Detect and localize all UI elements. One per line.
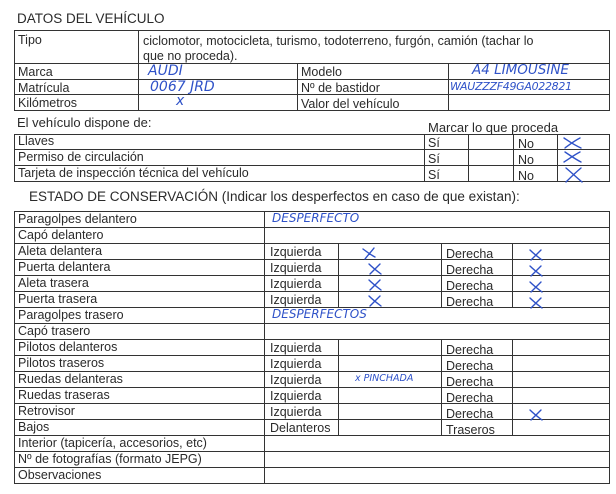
check-mark-icon	[563, 166, 585, 184]
matricula-value: 0067 JRD	[150, 79, 215, 95]
derecha-label: Derecha	[446, 295, 494, 309]
modelo-value: A4 LIMOUSINE	[472, 62, 569, 78]
row-label: Ruedas delanteras	[18, 372, 123, 386]
doc-row-llaves: Llaves	[18, 134, 55, 148]
cross-mark-icon	[527, 408, 545, 422]
delanteros-label: Delanteros	[270, 421, 331, 435]
marca-value: AUDI	[148, 63, 183, 79]
check-mark-icon	[562, 136, 584, 150]
row-label: Pilotos delanteros	[18, 340, 118, 354]
cross-mark-icon	[527, 280, 545, 294]
izquierda-label: Izquierda	[270, 389, 322, 403]
row-label: Puerta trasera	[18, 292, 98, 306]
row-label: Bajos	[18, 420, 50, 434]
doc-row-tarjeta: Tarjeta de inspección técnica del vehículo	[18, 166, 249, 180]
si-label: Sí	[428, 152, 440, 166]
row-label: Puerta delantera	[18, 260, 111, 274]
marca-label: Marca	[18, 65, 53, 79]
note-paragolpes-trasero: DESPERFECTOS	[272, 307, 367, 321]
modelo-label: Modelo	[301, 65, 342, 79]
row-label: Ruedas traseras	[18, 388, 110, 402]
row-label: Interior (tapicería, accesorios, etc)	[18, 436, 207, 450]
cross-mark-icon	[366, 294, 384, 308]
derecha-label: Derecha	[446, 407, 494, 421]
cross-mark-icon	[527, 296, 545, 310]
doc-row-permiso: Permiso de circulación	[18, 150, 144, 164]
row-label: Capó delantero	[18, 228, 104, 242]
valor-label: Valor del vehículo	[301, 97, 400, 111]
row-label: Paragolpes trasero	[18, 308, 124, 322]
derecha-label: Derecha	[446, 247, 494, 261]
no-label: No	[518, 137, 534, 151]
note-paragolpes-delantero: DESPERFECTO	[272, 211, 360, 225]
kilometros-label: Kilómetros	[18, 96, 78, 110]
izquierda-label: Izquierda	[270, 261, 322, 275]
note-ruedas-delanteras: x PINCHADA	[355, 373, 414, 384]
documents-heading: El vehículo dispone de:	[17, 115, 152, 130]
row-label: Aleta delantera	[18, 244, 103, 258]
bastidor-value: WAUZZZF49GA022821	[450, 80, 572, 93]
matricula-label: Matrícula	[18, 81, 70, 95]
derecha-label: Derecha	[446, 359, 494, 373]
tipo-label: Tipo	[18, 33, 42, 47]
izquierda-label: Izquierda	[270, 373, 322, 387]
row-label: Aleta trasera	[18, 276, 89, 290]
kilometros-value: x	[176, 93, 185, 109]
vehicle-section-title: DATOS DEL VEHÍCULO	[17, 11, 165, 26]
tipo-options-line2: que no proceda).	[143, 49, 238, 63]
cross-mark-icon	[527, 264, 545, 278]
derecha-label: Derecha	[446, 375, 494, 389]
check-mark-icon	[562, 150, 584, 164]
derecha-label: Derecha	[446, 263, 494, 277]
derecha-label: Derecha	[446, 279, 494, 293]
no-label: No	[518, 153, 534, 167]
izquierda-label: Izquierda	[270, 293, 322, 307]
derecha-label: Derecha	[446, 343, 494, 357]
cross-mark-icon	[360, 246, 378, 260]
conservation-heading: ESTADO DE CONSERVACIÓN (Indicar los desperfectos en caso de que existan):	[29, 189, 520, 204]
derecha-label: Derecha	[446, 391, 494, 405]
si-label: Sí	[428, 136, 440, 150]
izquierda-label: Izquierda	[270, 357, 322, 371]
bastidor-label: Nº de bastidor	[301, 81, 380, 95]
tipo-options-line1: ciclomotor, motocicleta, turismo, todoterreno, furgón, camión (tachar lo	[143, 34, 534, 48]
si-label: Sí	[428, 168, 440, 182]
cross-mark-icon	[366, 262, 384, 276]
traseros-label: Traseros	[446, 423, 495, 437]
izquierda-label: Izquierda	[270, 245, 322, 259]
cross-mark-icon	[366, 278, 384, 292]
izquierda-label: Izquierda	[270, 277, 322, 291]
row-label: Nº de fotografías (formato JEPG)	[18, 452, 202, 466]
row-label: Pilotos traseros	[18, 356, 105, 370]
izquierda-label: Izquierda	[270, 405, 322, 419]
row-label: Retrovisor	[18, 404, 75, 418]
no-label: No	[518, 169, 534, 183]
marcar-label: Marcar lo que proceda	[428, 120, 559, 135]
row-label: Observaciones	[18, 468, 102, 482]
row-label: Paragolpes delantero	[18, 212, 137, 226]
izquierda-label: Izquierda	[270, 341, 322, 355]
row-label: Capó trasero	[18, 324, 91, 338]
cross-mark-icon	[527, 248, 545, 262]
